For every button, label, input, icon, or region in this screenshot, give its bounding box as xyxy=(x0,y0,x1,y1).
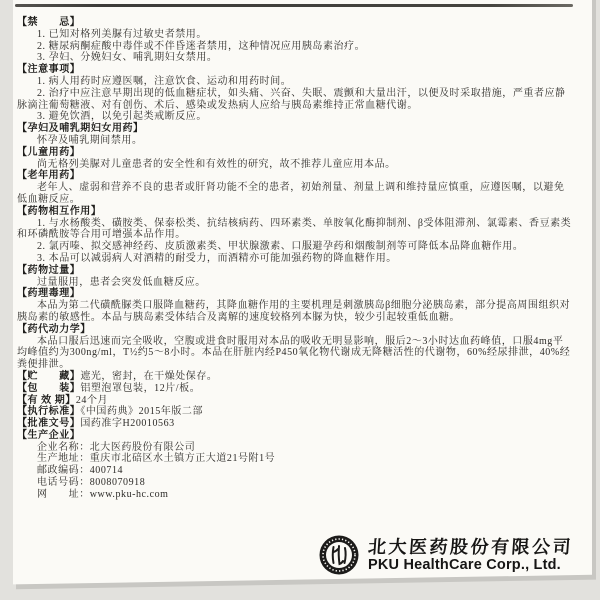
section xyxy=(17,383,573,395)
section-paragraph: 尚无格列美脲对儿童患者的安全性和有效性的研究，故不推荐儿童应用本品。 xyxy=(37,158,396,170)
section-inline-text: 铝塑泡罩包装，12片/板。 xyxy=(80,382,201,394)
page-top-rule xyxy=(15,4,573,7)
section-inline-row xyxy=(17,371,573,383)
section-paragraph: 网 址：www.pku-hc.com xyxy=(37,488,169,500)
section-header: 【老年用药】 xyxy=(17,170,81,182)
section-paragraph: 老年人、虚弱和营养不良的患者或肝肾功能不全的患者，初始剂量、剂量上调和维持量应慎重，应遵医嘱，以避免低血糖反应。 xyxy=(17,182,565,205)
section-inline-text: 24个月 xyxy=(75,394,109,406)
section xyxy=(17,147,573,171)
company-name-en: PKU HealthCare Corp., Ltd. xyxy=(368,556,561,573)
section-header: 【药物相互作用】 xyxy=(17,205,102,217)
section-header: 【包 装】 xyxy=(17,382,81,394)
section xyxy=(17,406,573,418)
section-paragraph: 怀孕及哺乳期间禁用。 xyxy=(37,134,143,146)
section xyxy=(17,170,573,205)
section-header: 【药代动力学】 xyxy=(17,323,91,335)
section-header: 【注意事项】 xyxy=(17,64,81,76)
section xyxy=(17,430,573,501)
section-paragraph: 2. 糖尿病酮症酸中毒伴或不伴昏迷者禁用，这种情况应用胰岛素治疗。 xyxy=(37,40,366,52)
section-paragraph: 1. 病人用药时应遵医嘱，注意饮食、运动和用药时间。 xyxy=(37,75,292,87)
manufacturer-footer xyxy=(318,534,580,576)
section-inline-row xyxy=(17,395,573,407)
footer-company-names xyxy=(368,537,573,574)
section-paragraph: 本品为第二代磺酰脲类口服降血糖药，其降血糖作用的主要机理是刺激胰岛β细胞分泌胰岛素，部分提高周围组织对胰岛素的敏感性。本品与胰岛素受体结合及离解的速度较格列本脲为快，较少引起较重低血糖。 xyxy=(17,300,571,323)
section-header: 【有 效 期】 xyxy=(17,394,76,406)
section xyxy=(17,206,573,265)
section-paragraph: 3. 本品可以减弱病人对酒精的耐受力，而酒精亦可能加强药物的降血糖作用。 xyxy=(37,252,397,264)
section xyxy=(17,123,573,147)
section xyxy=(17,64,573,123)
section-header: 【生产企业】 xyxy=(17,429,81,441)
section-header: 【儿童用药】 xyxy=(17,146,81,158)
section-inline-text: 遮光，密封，在干燥处保存。 xyxy=(80,370,218,382)
section-inline-row xyxy=(17,383,573,395)
section-paragraph: 1. 已知对格列美脲有过敏史者禁用。 xyxy=(37,28,207,40)
section-paragraph: 本品口服后迅速而完全吸收，空腹或进食时服用对本品的吸收无明显影响，服后2～3小时达血药峰值，口服4mg平均峰值约为300ng/ml，T½约5～8小时。本品在肝脏内经P450氧化物代谢成无降糖活性的代谢物，60%经尿排泄，40%经粪便排泄。 xyxy=(17,335,571,371)
section-header: 【孕妇及哺乳期妇女用药】 xyxy=(17,123,144,135)
section-header: 【贮 藏】 xyxy=(17,370,81,382)
pku-seal-icon xyxy=(318,534,360,576)
section-inline-row xyxy=(17,418,573,430)
section-paragraph: 3. 孕妇、分娩妇女、哺乳期妇女禁用。 xyxy=(37,52,218,64)
section-paragraph: 3. 避免饮酒，以免引起类戒断反应。 xyxy=(37,111,207,123)
leaflet-sections xyxy=(17,17,573,501)
section xyxy=(17,265,573,289)
section-paragraph: 2. 氯丙嗪、拟交感神经药、皮质激素类、甲状腺激素、口服避孕药和烟酸制剂等可降低本品降血糖作用。 xyxy=(37,241,524,253)
section-paragraph: 1. 与水杨酸类、磺胺类、保泰松类、抗结核病药、四环素类、单胺氧化酶抑制剂、β受体阻滞剂、氯霉素、香豆素类和环磷酰胺等合用可增强本品作用。 xyxy=(17,217,572,241)
section-header: 【禁 忌】 xyxy=(17,17,81,28)
section-header: 【执行标准】 xyxy=(17,406,81,418)
section-paragraph: 电话号码：8008070918 xyxy=(37,477,146,489)
section-header: 【药物过量】 xyxy=(17,264,81,276)
section-inline-text: 国药准字H20010563 xyxy=(80,418,175,430)
section xyxy=(17,17,573,64)
section-paragraph: 2. 治疗中应注意早期出现的低血糖症状，如头痛、兴奋、失眠、震颤和大量出汗，以便及时采取措施，严重者应静脉滴注葡萄糖液、对有创伤、术后、感染或发热病人应给与胰岛素维持正常血糖代谢。 xyxy=(17,87,566,111)
section-header: 【批准文号】 xyxy=(17,418,81,430)
section-paragraph: 邮政编码：400714 xyxy=(37,465,124,477)
section xyxy=(17,288,573,323)
section xyxy=(17,371,573,383)
section-paragraph: 生产地址：重庆市北碚区水土镇方正大道21号附1号 xyxy=(37,453,276,465)
section xyxy=(17,418,573,430)
section xyxy=(17,395,573,407)
company-name-cn: 北大医药股份有限公司 xyxy=(367,536,574,557)
section-paragraph: 企业名称：北大医药股份有限公司 xyxy=(37,441,196,453)
section-paragraph: 过量服用，患者会突发低血糖反应。 xyxy=(37,276,206,288)
section-inline-row xyxy=(17,406,573,418)
section xyxy=(17,324,573,371)
section-inline-text: 《中国药典》2015年版二部 xyxy=(80,406,204,418)
section-header: 【药理毒理】 xyxy=(17,288,81,300)
